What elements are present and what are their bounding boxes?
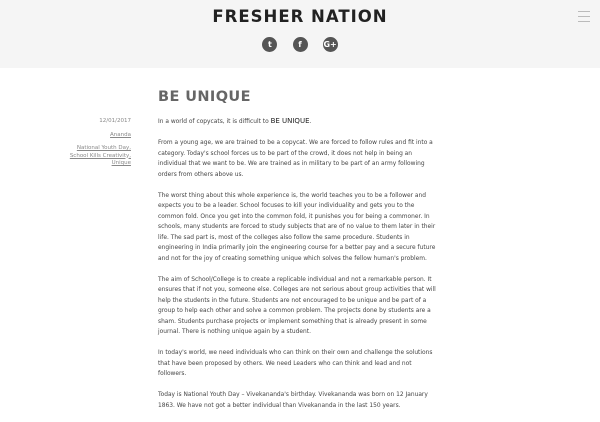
category-link[interactable]: National Youth Day,	[76, 145, 131, 151]
category-link[interactable]: School Kills Creativity,	[69, 152, 131, 159]
intro-suffix: .	[309, 119, 312, 125]
body-paragraph: Today is National Youth Day – Vivekananda's birthday. Vivekananda was born on 12 January 1863. We have not got a better individual than Vivekananda in the last 150 years.	[158, 392, 428, 409]
facebook-icon[interactable]: f	[293, 37, 308, 52]
post-title: BE UNIQUE	[158, 89, 251, 105]
intro-paragraph	[158, 116, 441, 128]
intro-emphasis: BE UNIQUE	[270, 117, 310, 125]
body-paragraph: From a young age, we are trained to be a copycat. We are forced to follow rules and fit into a category. Today's school forces us to be part of the crowd, it does not help in being an individual that we want to be. We are trained as in military to be part of an army following orders from others above us.	[158, 140, 433, 178]
post-categories	[20, 145, 131, 168]
google-plus-icon[interactable]: G+	[323, 37, 338, 52]
twitter-icon[interactable]: t	[262, 37, 277, 52]
site-title[interactable]: FRESHER NATION	[212, 7, 388, 26]
site-header	[0, 0, 600, 68]
hamburger-menu-icon[interactable]	[578, 11, 590, 23]
post-meta	[20, 118, 131, 168]
post-date: 12/01/2017	[99, 118, 131, 124]
body-paragraph: In today's world, we need individuals who can think on their own and challenge the solutions that have been proposed by others. We need Leaders who can think and lead and not followers.	[158, 350, 433, 377]
category-link[interactable]: Unique	[111, 160, 131, 166]
body-paragraph: The worst thing about this whole experience is, the world teaches you to be a follower and expects you to be a leader. School focuses to kill your individuality and gets you to the common fold. Once you get into the common fold, it punishes you for being a commoner. In schools, many students are forced to study subjects that are of no value to them later in their life. The sad part is, most of the colleges also follow the same procedure. Students in engineering in India primarily join the engineering course for a better pay and a secure future and not for the joy of creating something unique which solves the fellow human's problem.	[158, 192, 436, 262]
intro-text: In a world of copycats, it is difficult to	[158, 119, 271, 125]
post-content	[158, 116, 441, 422]
post-author[interactable]: Ananda	[110, 131, 131, 138]
body-paragraph: The aim of School/College is to create a replicable individual and not a remarkable person. It ensures that if not you, someone else. Colleges are not serious about group activities that will help the students in the future. Students are not encouraged to be unique and be part of a group to help each other and solve a common problem. The projects done by students are a sham. Students purchase projects or implement something that is already present in some journal. There is nothing unique again by a student.	[158, 276, 436, 335]
social-links	[0, 32, 600, 52]
